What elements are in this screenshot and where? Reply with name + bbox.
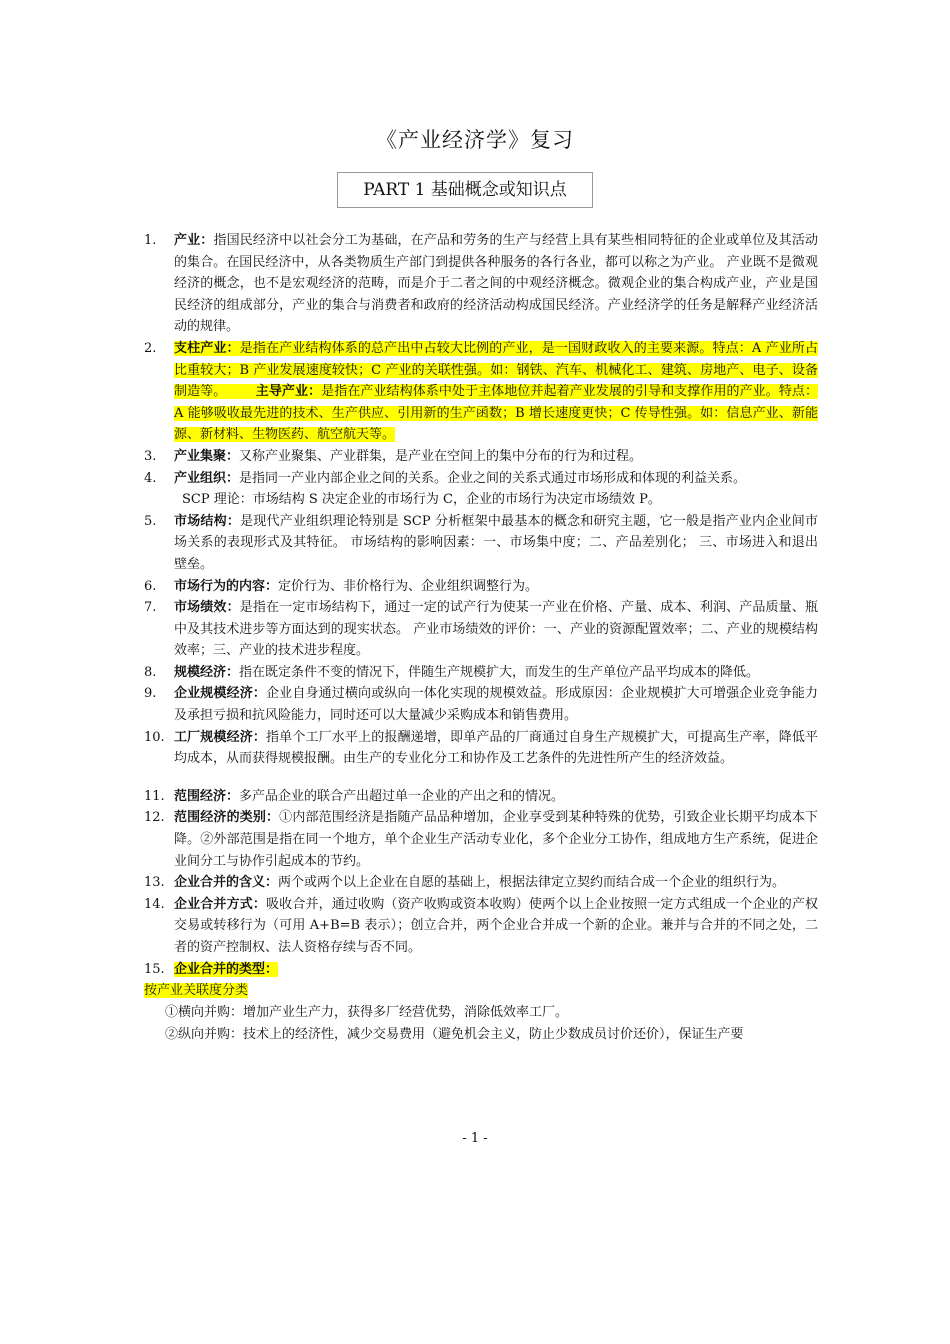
spacer: [0, 770, 950, 786]
document-title: 《产业经济学》复习: [376, 128, 574, 152]
list-item: [0, 511, 950, 576]
list-item: [0, 786, 950, 808]
item-number: 6.: [144, 578, 157, 594]
list-item: [0, 959, 950, 981]
list-item: [0, 468, 950, 511]
content-body: [0, 230, 950, 1046]
item-term: 产业：: [174, 233, 214, 248]
item-number: 7.: [144, 600, 157, 616]
item-term: 企业合并方式：: [174, 896, 267, 912]
item-number: 4.: [144, 470, 157, 486]
item-text: 是指同一产业内部企业之间的关系。企业之间的关系式通过市场形成和体现的利益关系。: [239, 470, 747, 486]
item-text: 定价行为、非价格行为、企业组织调整行为。: [278, 578, 539, 594]
item-term: 市场绩效：: [174, 600, 240, 616]
item-text: 吸收合并，通过收购（资产收购或资本收购）使两个以上企业按照一定方式组成一个企业的产权交易或转移行为（可用 A+B=B 表示）；创立合并，两个企业合并成一个新的企业。兼并与合并的不同之处，二者的资产控制权、法人资格存续与否不同。: [174, 896, 818, 955]
item-extra-line: SCP 理论：市场结构 S 决定企业的市场行为 C，企业的市场行为决定市场绩效 P。: [182, 492, 661, 508]
page-number: - 1 -: [462, 1131, 488, 1146]
list-item: [0, 576, 950, 598]
list-item: [0, 894, 950, 959]
item-number: 13.: [144, 875, 165, 891]
item-number: 3.: [144, 448, 157, 464]
item-term: 范围经济：: [174, 788, 240, 804]
part-heading-box: PART 1 基础概念或知识点: [337, 172, 593, 208]
item-text: 企业自身通过横向或纵向一体化实现的规模效益。形成原因：企业规模扩大可增强企业竞争能力及承担亏损和抗风险能力，同时还可以大量减少采购成本和销售费用。: [174, 686, 818, 724]
item-number: 8.: [144, 664, 157, 680]
item-text: 是指在产业结构体系的总产出中占较大比例的产业，是一国财政收入的主要来源。特点：A 产业所占比重较大；B 产业发展速度较快；C 产业的关联性强。如：钢铁、汽车、机械化工、建筑、房地产、电子、设备制造等。: [174, 340, 818, 400]
item-text: 指单个工厂水平上的报酬递增，即单产品的厂商通过自身生产规模扩大，可提高生产率，降低平均成本，从而获得规模报酬。由生产的专业化分工和协作及工艺条件的先进性所产生的经济效益。: [174, 729, 818, 767]
list-item: [0, 662, 950, 684]
item-text: ①内部范围经济是指随产品品种增加，企业享受到某种特殊的优势，引致企业长期平均成本下降。②外部范围是指在同一个地方，单个企业生产活动专业化，多个企业分工协作，组成地方生产系统，促进企业间分工与协作引起成本的节约。: [174, 810, 818, 869]
item-text: 两个或两个以上企业在自愿的基础上，根据法律定立契约而结合成一个企业的组织行为。: [278, 875, 786, 891]
item-term-secondary: 主导产业：: [255, 384, 322, 400]
item-text: 指在既定条件不变的情况下，伴随生产规模扩大，而发生的生产单位产品平均成本的降低。: [239, 664, 760, 680]
item-term: 企业规模经济：: [174, 686, 267, 702]
item-number: 15.: [144, 961, 165, 977]
item-term: 企业合并的类型：: [174, 961, 279, 977]
sub-item: ①横向并购：增加产业生产力，获得多厂经营优势，消除低效率工厂。: [165, 1005, 569, 1021]
item-number: 9.: [144, 686, 157, 702]
classify-heading-row: [0, 980, 950, 1002]
item-term: 规模经济：: [174, 664, 240, 680]
list-item: [0, 727, 950, 770]
item-term: 支柱产业：: [174, 340, 240, 356]
list-item: [0, 446, 950, 468]
item-text-secondary: 是指在产业结构体系中处于主体地位并起着产业发展的引导和支撑作用的产业。特点：A 能够吸收最先进的技术、生产供应、引用新的生产函数；B 增长速度更快；C 传导性强。如：信息产业、新能源、新材料、生物医药、航空航天等。: [174, 384, 818, 443]
item-term: 市场行为的内容：: [174, 578, 279, 594]
item-text: 是现代产业组织理论特别是 SCP 分析框架中最基本的概念和研究主题，它一般是指产业内企业间市场关系的表现形式及其特征。 市场结构的影响因素：一、市场集中度；二、产品差别化； 三、市场进入和退出壁垒。: [174, 513, 818, 572]
item-number: 14.: [144, 896, 165, 912]
list-item: [0, 230, 950, 338]
item-term: 工厂规模经济：: [174, 729, 267, 745]
list-item: [0, 872, 950, 894]
item-term: 企业合并的含义：: [174, 875, 279, 891]
sub-item: ②纵向并购：技术上的经济性，减少交易费用（避免机会主义，防止少数成员讨价还价），保证生产要: [165, 1027, 744, 1043]
item-number: 5.: [144, 513, 157, 529]
item-term: 产业集聚：: [174, 448, 240, 464]
item-term: 范围经济的类别：: [174, 810, 280, 826]
item-number: 2.: [144, 340, 157, 356]
item-number: 10.: [144, 729, 165, 745]
item-number: 12.: [144, 810, 165, 826]
item-text: 指国民经济中以社会分工为基础，在产品和劳务的生产与经营上具有某些相同特征的企业或单位及其活动的集合。在国民经济中，从各类物质生产部门到提供各种服务的各行各业，都可以称之为产业。 产业既不是微观经济的概念，也不是宏观经济的范畴，而是介于二者之间的中观经济概念。微观企业的集合构成产业，产业是国民经济的组成部分，产业的集合与消费者和政府的经济活动构成国民经济。产业经济学的任务是解释产业经济活动的规律。: [174, 233, 818, 335]
item-term: 产业组织：: [174, 470, 240, 486]
list-item: [0, 683, 950, 726]
item-number: 11.: [144, 788, 165, 804]
list-item: [0, 338, 950, 446]
item-text: 多产品企业的联合产出超过单一企业的产出之和的情况。: [239, 788, 565, 804]
item-text: 是指在一定市场结构下，通过一定的试产行为使某一产业在价格、产量、成本、利润、产品质量、瓶中及其技术进步等方面达到的现实状态。 产业市场绩效的评价：一、产业的资源配置效率；二、产业的规模结构效率；三、产业的技术进步程度。: [174, 600, 818, 659]
list-item: [0, 807, 950, 872]
item-term: 市场结构：: [174, 513, 241, 529]
classify-heading: 按产业关联度分类: [144, 983, 249, 999]
item-number: 1.: [144, 233, 157, 248]
item-text: 又称产业聚集、产业群集，是产业在空间上的集中分布的行为和过程。: [239, 448, 643, 464]
list-item: [0, 597, 950, 662]
